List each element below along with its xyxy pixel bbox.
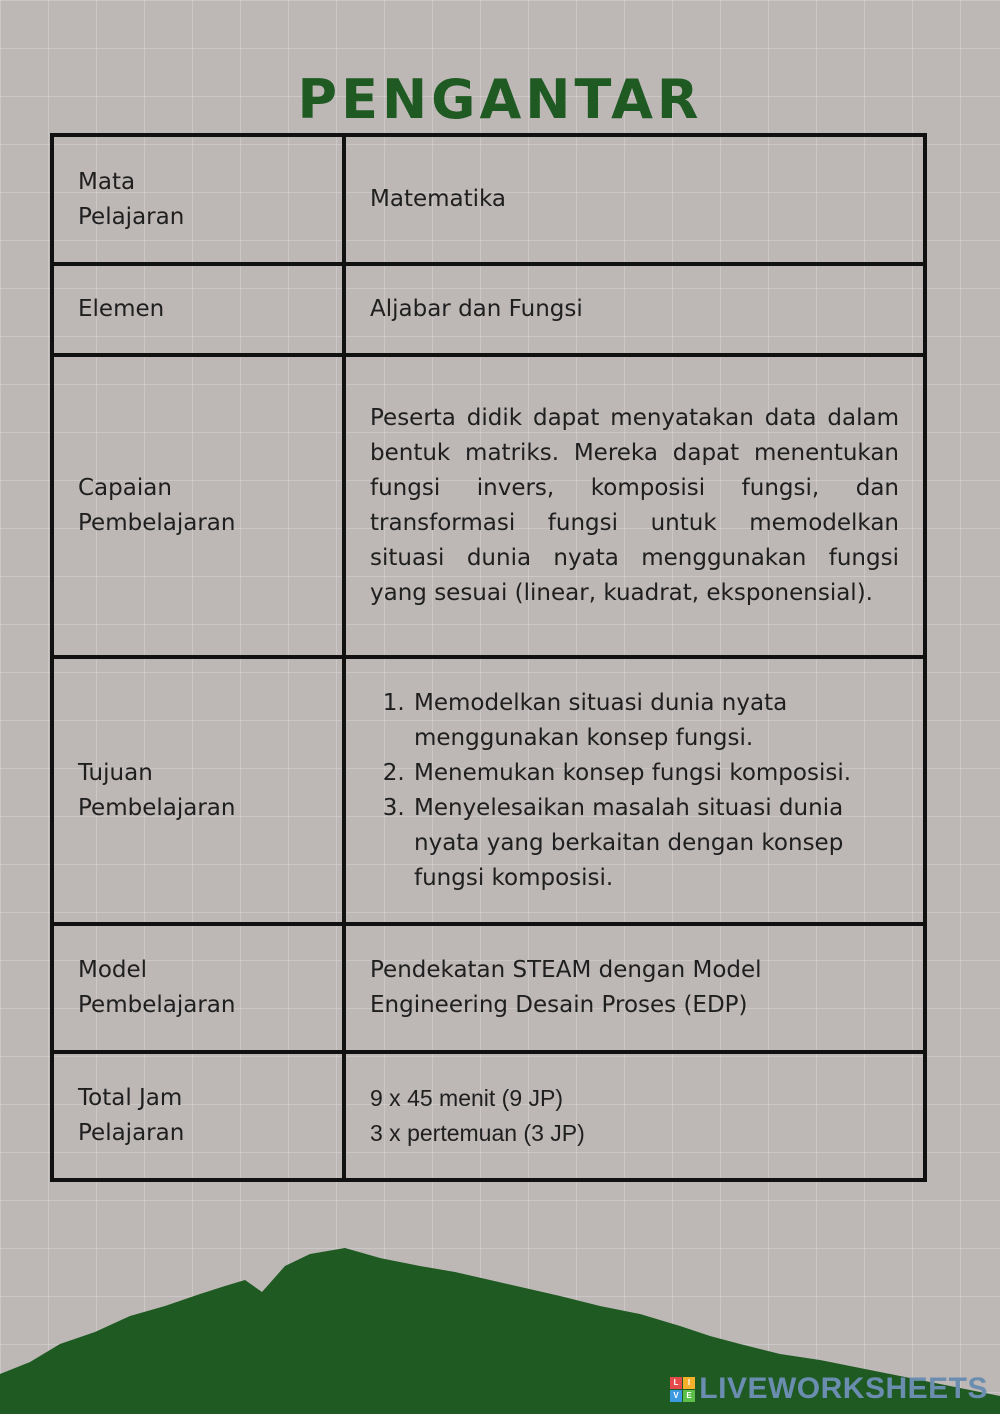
label-cell [52,1052,344,1180]
list-item: 1. Memodelkan situasi dunia nyata menggunakan konsep fungsi. [412,686,899,756]
row-label: Pembelajaran [78,992,236,1018]
liveworksheets-icon: L I V E [670,1377,695,1402]
table-row [52,355,925,657]
label-cell [52,657,344,924]
row-label: Capaian [78,475,172,501]
row-value: Aljabar dan Fungsi [370,296,583,322]
row-label: Pembelajaran [78,794,236,821]
table-row [52,135,925,264]
label-cell [52,135,344,264]
row-value: Pendekatan STEAM dengan Model [370,957,762,983]
row-value: Matematika [370,186,507,212]
label-cell [52,264,344,355]
row-label: Pelajaran [78,203,185,230]
row-value: 3 x pertemuan (3 JP) [370,1120,585,1146]
list-item: 3. Menyelesaikan masalah situasi dunia nyata yang berkaitan dengan konsep fungsi komposisi. [412,791,899,896]
row-label: Elemen [78,296,165,322]
watermark-text: LIVEWORKSHEETS [699,1372,988,1405]
table-row [52,1052,925,1180]
table-row [52,657,925,924]
list-item: 2. Menemukan konsep fungsi komposisi. [412,756,899,791]
row-label: Pelajaran [78,1120,185,1146]
row-value: Peserta didik dapat menyatakan data dalam bentuk matriks. Mereka dapat menentukan fungsi invers, komposisi fungsi, dan transformasi fungsi untuk memodelkan situasi dunia nyata menggunakan fungsi yang sesuai (linear, kuadrat, eksponensial). [370,405,899,606]
table-row [52,924,925,1052]
liveworksheets-logo[interactable] [670,1372,988,1406]
value-cell [344,355,925,657]
value-cell [344,1052,925,1180]
row-label: Pembelajaran [78,510,236,536]
row-label: Mata [78,168,136,195]
goals-list [370,686,899,896]
row-label: Model [78,957,148,983]
value-cell [344,264,925,355]
row-label: Total Jam [78,1085,183,1111]
row-label: Tujuan [78,759,153,786]
label-cell [52,924,344,1052]
row-value: 9 x 45 menit (9 JP) [370,1085,564,1111]
value-cell [344,657,925,924]
page-title: PENGANTAR [297,68,703,131]
value-cell [344,135,925,264]
label-cell [52,355,344,657]
row-value: Engineering Desain Proses (EDP) [370,992,748,1018]
intro-table [50,133,927,1182]
table-row [52,264,925,355]
value-cell [344,924,925,1052]
